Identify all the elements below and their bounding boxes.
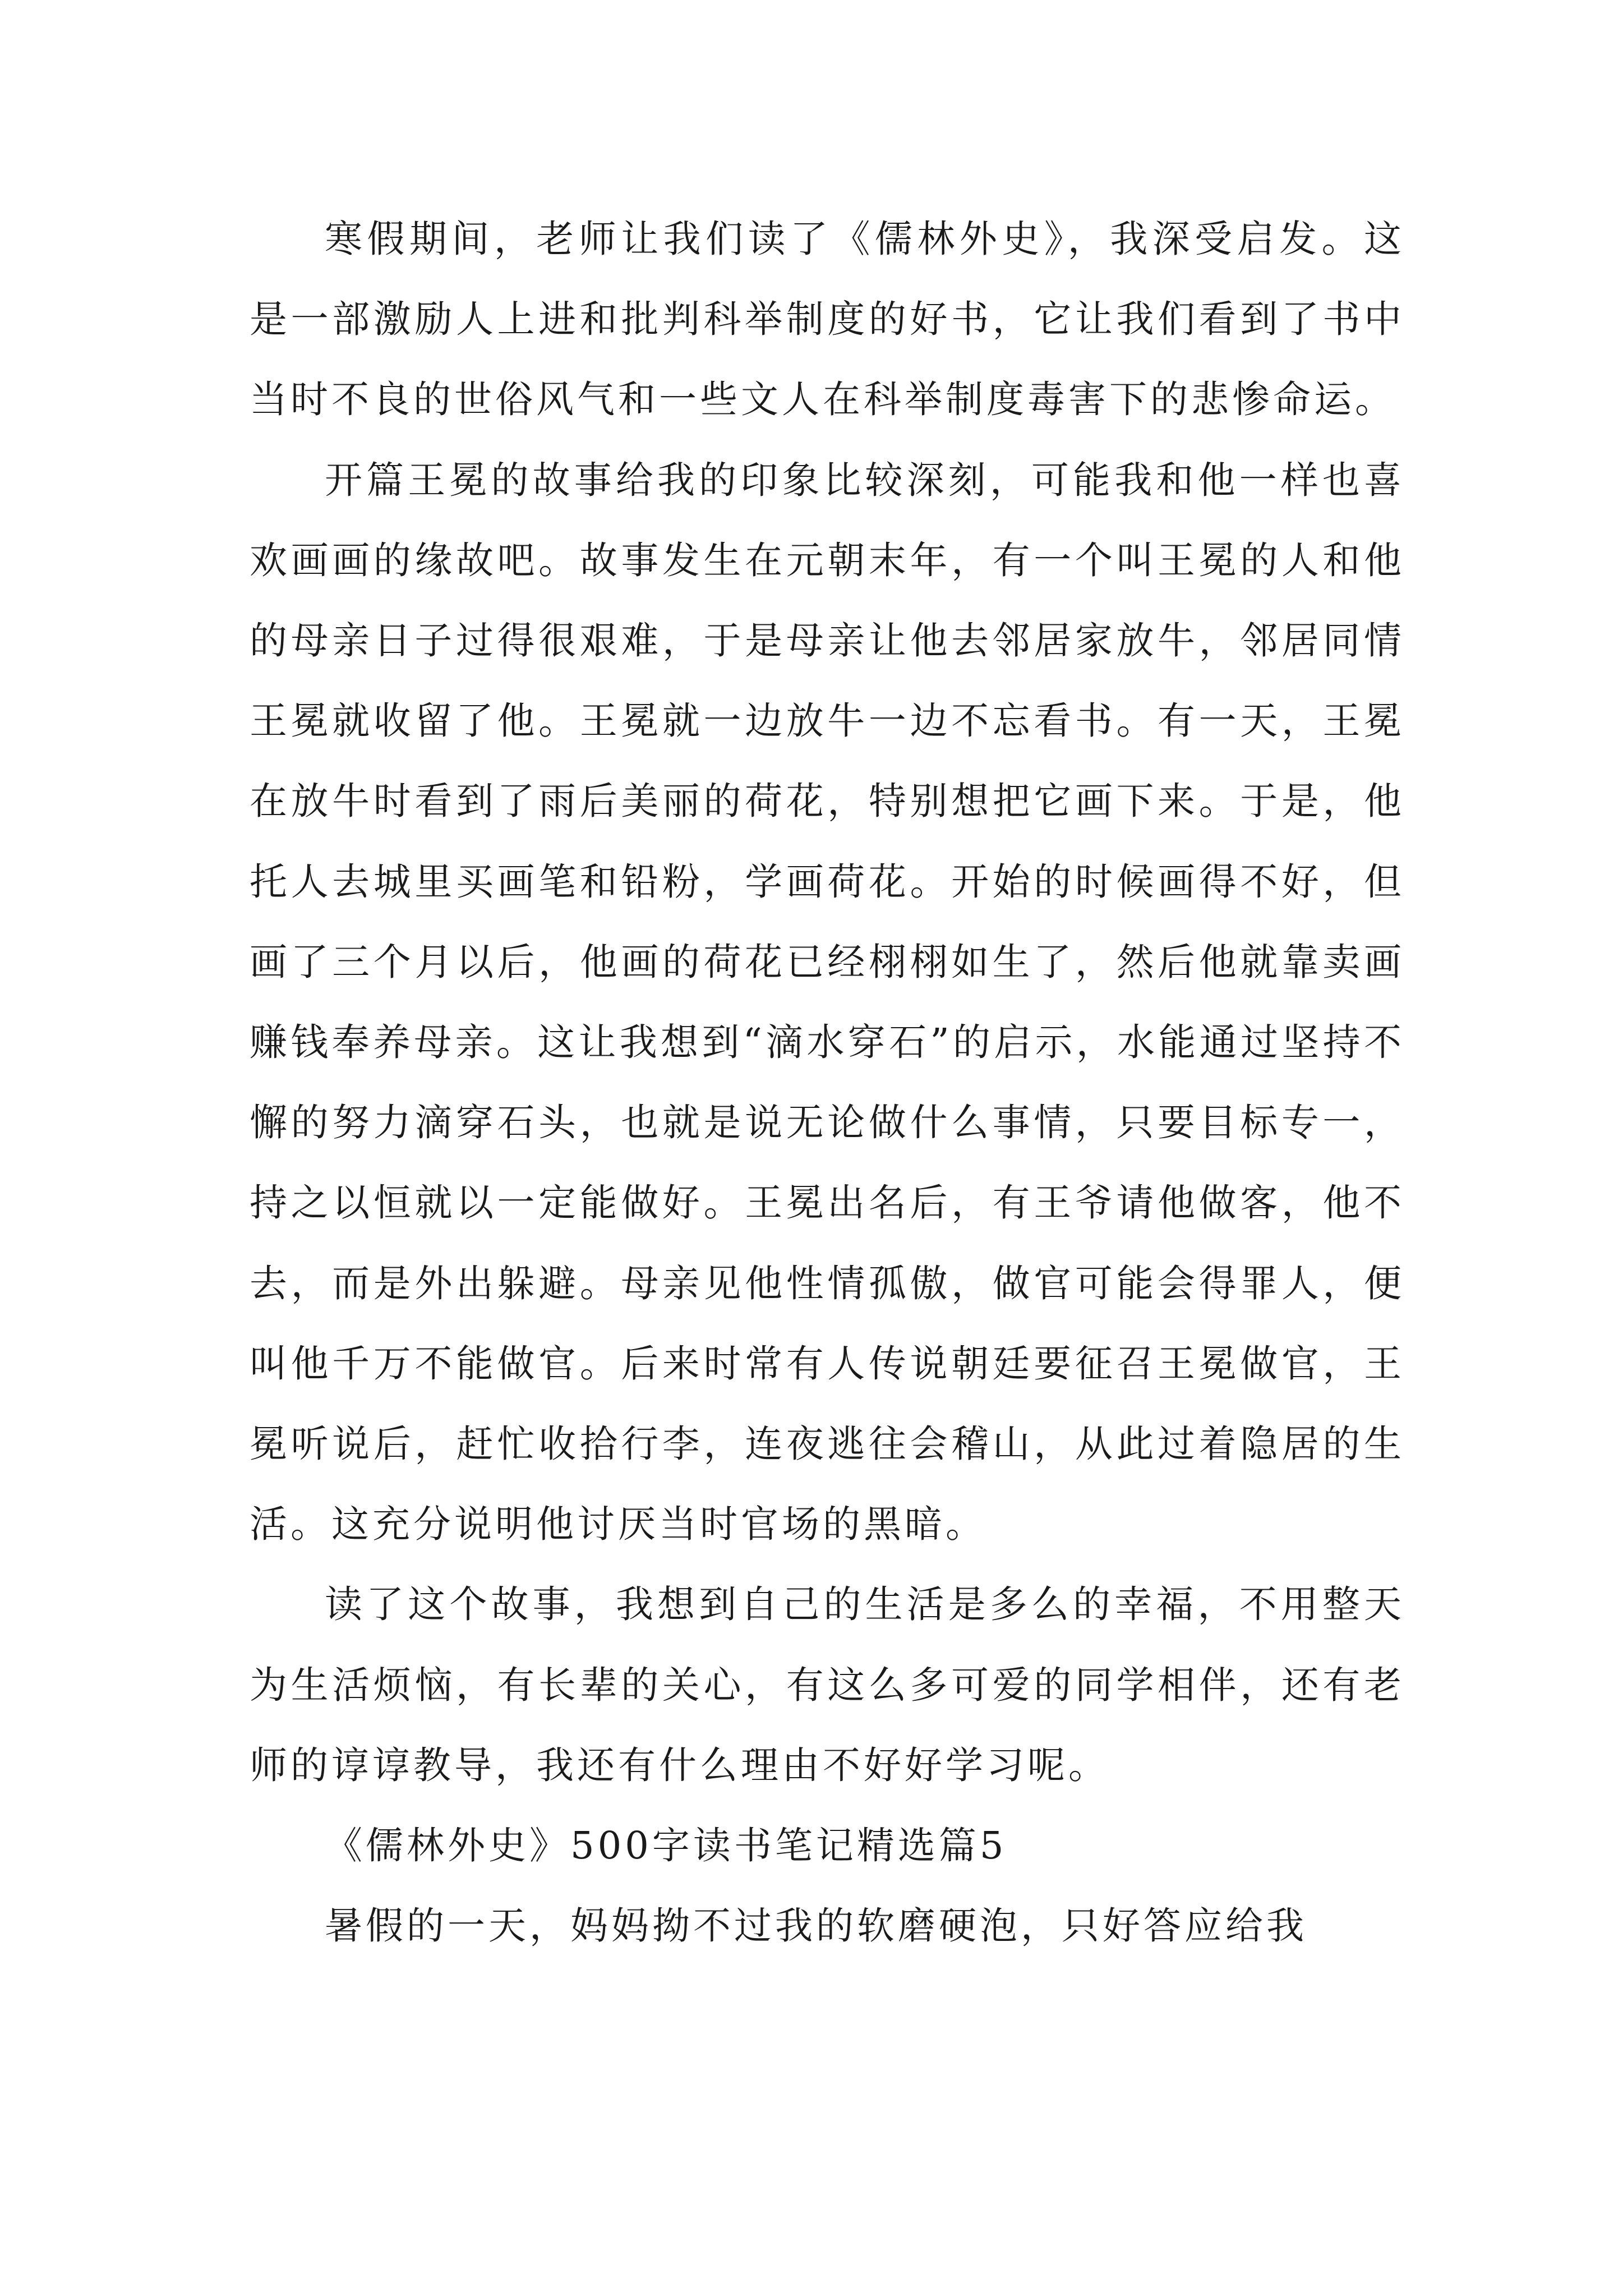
paragraph-3: 读了这个故事，我想到自己的生活是多么的幸福，不用整天为生活烦恼，有长辈的关心，有这么多可爱的同学相伴，还有老师的谆谆教导，我还有什么理由不好好学习呢。 [250,1582,1405,1787]
section-heading: 《儒林外史》500字读书笔记精选篇5 [325,1824,1007,1868]
paragraph-1: 寒假期间，老师让我们读了《儒林外史》，我深受启发。这是一部激励人上进和批判科举制度的好书，它让我们看到了书中当时不良的世俗风气和一些文人在科举制度毒害下的悲惨命运。 [250,217,1405,422]
paragraph-4: 暑假的一天，妈妈拗不过我的软磨硬泡，只好答应给我 [325,1904,1307,1948]
document-body [250,199,1405,1966]
paragraph-2: 开篇王冕的故事给我的印象比较深刻，可能我和他一样也喜欢画画的缘故吧。故事发生在元朝末年，有一个叫王冕的人和他的母亲日子过得很艰难，于是母亲让他去邻居家放牛，邻居同情王冕就收留了他。王冕就一边放牛一边不忘看书。有一天，王冕在放牛时看到了雨后美丽的荷花，特别想把它画下来。于是，他托人去城里买画笔和铅粉，学画荷花。开始的时候画得不好，但画了三个月以后，他画的荷花已经栩栩如生了，然后他就靠卖画赚钱奉养母亲。这让我想到“滴水穿石”的启示，水能通过坚持不懈的努力滴穿石头，也就是说无论做什么事情，只要目标专一，持之以恒就以一定能做好。王冕出名后，有王爷请他做客，他不去，而是外出躲避。母亲见他性情孤傲，做官可能会得罪人，便叫他千万不能做官。后来时常有人传说朝廷要征召王冕做官，王冕听说后，赶忙收拾行李，连夜逃往会稽山，从此过着隐居的生活。这充分说明他讨厌当时官场的黑暗。 [250,458,1405,1547]
